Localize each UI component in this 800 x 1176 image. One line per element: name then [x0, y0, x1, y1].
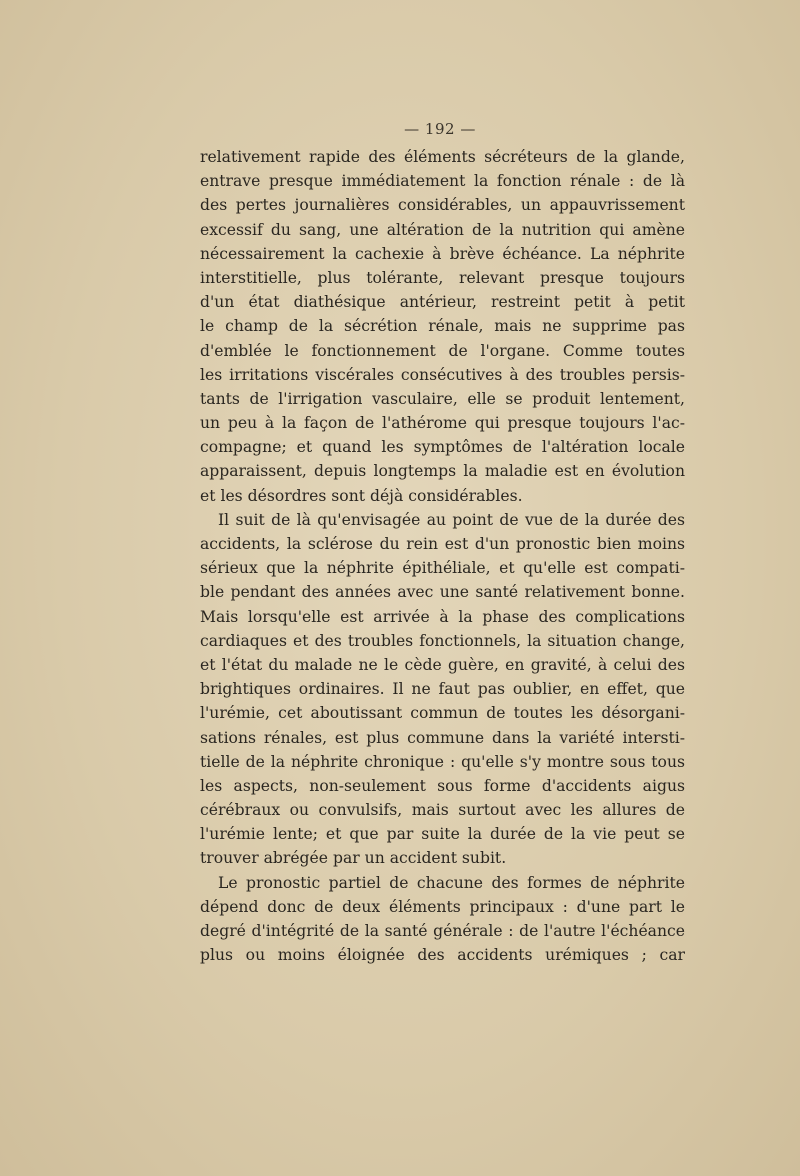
text-line: nécessairement la cachexie à brève échéance. La néphrite — [200, 244, 685, 263]
text-line: l'urémie, cet aboutissant commun de toutes les désorgani- — [200, 704, 685, 723]
text-line: interstitielle, plus tolérante, relevant presque toujours — [200, 268, 685, 287]
text-line: d'un état diathésique antérieur, restreint petit à petit — [200, 293, 685, 312]
text-line: des pertes journalières considérables, un appauvrissement — [200, 196, 685, 215]
text-line: tielle de la néphrite chronique : qu'elle s'y montre sous tous — [200, 752, 685, 771]
text-line: le champ de la sécrétion rénale, mais ne supprime pas — [200, 317, 685, 336]
text-line: trouver abrégée par un accident subit. — [200, 849, 507, 868]
text-line: entrave presque immédiatement la fonction rénale : de là — [200, 172, 685, 191]
text-line: sérieux que la néphrite épithéliale, et qu'elle est compati- — [200, 559, 685, 578]
text-line: Mais lorsqu'elle est arrivée à la phase des complications — [200, 607, 685, 626]
text-line: relativement rapide des éléments sécréteurs de la glande, — [200, 148, 685, 166]
text-line: Le pronostic partiel de chacune des formes de néphrite — [218, 873, 685, 892]
text-line: compagne; et quand les symptômes de l'altération locale — [200, 438, 685, 457]
text-line: ble pendant des années avec une santé relativement bonne. — [200, 583, 685, 602]
text-line: l'urémie lente; et que par suite la durée de la vie peut se — [200, 825, 685, 844]
text-line: d'emblée le fonctionnement de l'organe. Comme toutes — [200, 341, 685, 360]
text-line: excessif du sang, une altération de la nutrition qui amène — [200, 220, 685, 239]
text-line: les irritations viscérales consécutives à des troubles persis- — [200, 365, 685, 384]
text-line: cardiaques et des troubles fonctionnels, la situation change, — [200, 631, 685, 650]
text-line: et les désordres sont déjà considérables. — [200, 486, 523, 505]
text-line: un peu à la façon de l'athérome qui presque toujours l'ac- — [200, 414, 685, 433]
text-line: sations rénales, est plus commune dans la variété intersti- — [200, 728, 685, 747]
text-line: tants de l'irrigation vasculaire, elle se produit lentement, — [200, 389, 685, 408]
text-line: et l'état du malade ne le cède guère, en gravité, à celui des — [200, 655, 685, 674]
text-line: apparaissent, depuis longtemps la maladie est en évolution — [200, 462, 685, 481]
text-line: dépend donc de deux éléments principaux : d'une part le — [200, 897, 685, 916]
text-line: brightiques ordinaires. Il ne faut pas oublier, en effet, que — [200, 680, 685, 699]
page-number: — 192 — — [404, 120, 476, 138]
text-line: accidents, la sclérose du rein est d'un pronostic bien moins — [200, 535, 685, 553]
text-line: les aspects, non-seulement sous forme d'accidents aigus — [200, 776, 685, 795]
body-text — [200, 145, 685, 967]
text-line: degré d'intégrité de la santé générale : de l'autre l'échéance — [200, 922, 685, 940]
text-line: Il suit de là qu'envisagée au point de vue de la durée des — [218, 510, 685, 529]
text-line: plus ou moins éloignée des accidents urémiques ; car — [200, 946, 685, 965]
text-line: cérébraux ou convulsifs, mais surtout avec les allures de — [200, 801, 685, 820]
